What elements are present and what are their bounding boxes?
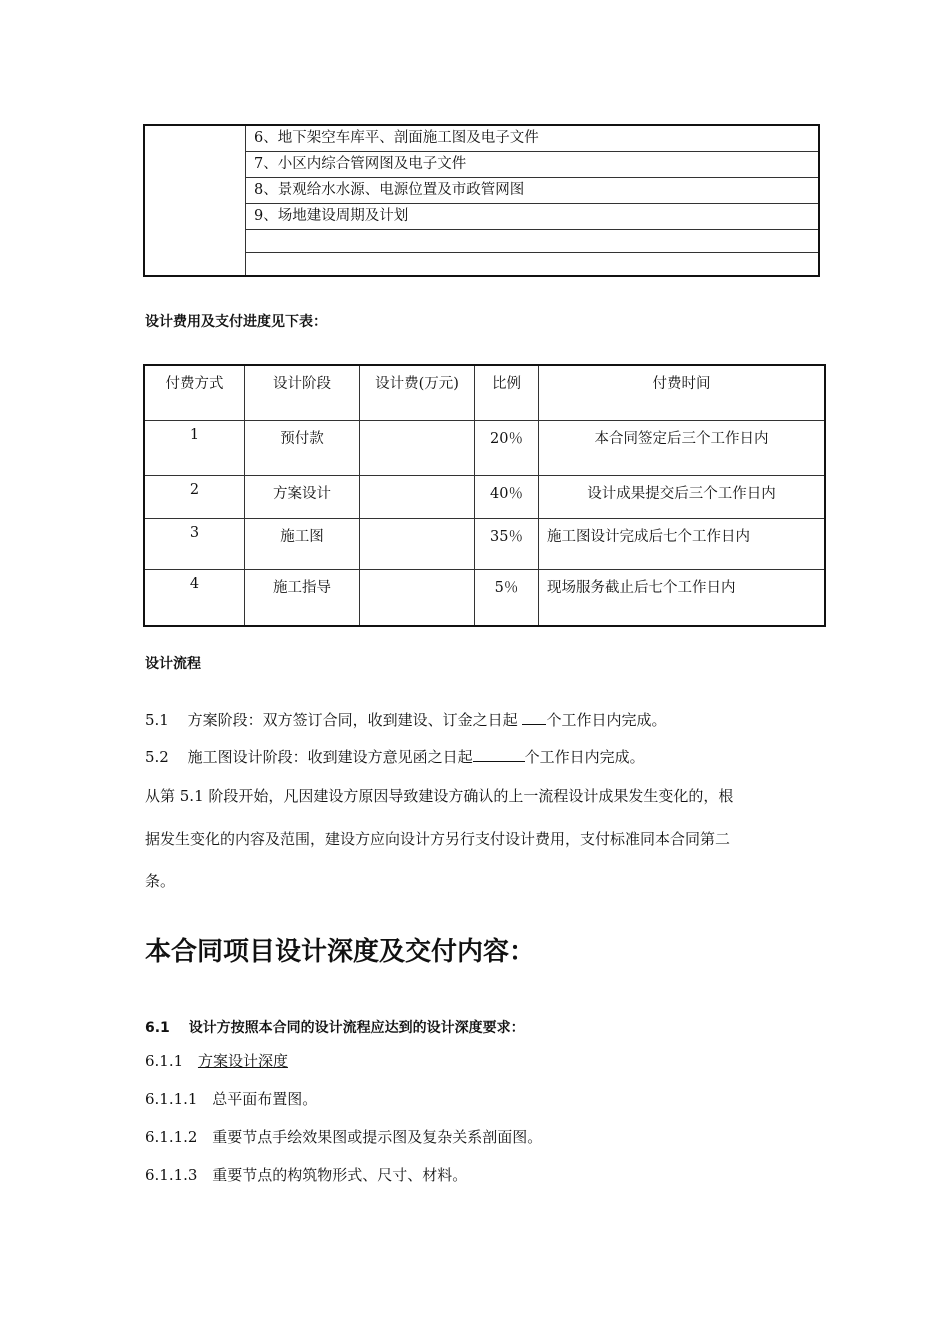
cell-time: 施工图设计完成后七个工作日内 bbox=[539, 518, 826, 569]
fee-heading: 设计费用及支付进度见下表： bbox=[145, 314, 327, 330]
cell-stage: 施工指导 bbox=[245, 569, 360, 626]
clause-number: 6.1.1 bbox=[145, 1052, 184, 1070]
header-design-stage: 设计阶段 bbox=[245, 365, 360, 420]
clause-number: 6.1 bbox=[145, 1020, 170, 1036]
cell-stage: 方案设计 bbox=[245, 475, 360, 518]
header-payment-method: 付费方式 bbox=[144, 365, 245, 420]
table-row bbox=[144, 475, 825, 518]
table-row: 8、景观给水水源、电源位置及市政管网图 bbox=[246, 178, 820, 204]
deliverables-table bbox=[143, 124, 820, 277]
cell-time: 设计成果提交后三个工作日内 bbox=[539, 475, 826, 518]
flow-paragraph-line-1: 从第 5.1 阶段开始，凡因建设方原因导致建设方确认的上一流程设计成果发生变化的，根 bbox=[145, 787, 734, 805]
table-row bbox=[144, 518, 825, 569]
clause-text-tail: 个工作日内完成。 bbox=[546, 711, 667, 729]
flow-paragraph-line-3: 条。 bbox=[145, 872, 176, 890]
cell-no: 3 bbox=[144, 518, 245, 569]
flow-paragraph-line-2: 据发生变化的内容及范围，建设方应向设计方另行支付设计费用，支付标准同本合同第二 bbox=[145, 830, 731, 848]
clause-number: 6.1.1.3 bbox=[145, 1166, 198, 1184]
table-row bbox=[246, 230, 820, 253]
flow-heading: 设计流程 bbox=[145, 656, 201, 672]
fee-table bbox=[143, 364, 826, 627]
cell-stage: 预付款 bbox=[245, 420, 360, 475]
clause-5-2 bbox=[145, 746, 645, 767]
blank-field bbox=[522, 712, 546, 725]
clause-text: 重要节点的构筑物形式、尺寸、材料。 bbox=[212, 1166, 468, 1184]
clause-6-1 bbox=[145, 1017, 525, 1037]
cell-ratio: 40％ bbox=[475, 475, 539, 518]
cell-fee bbox=[360, 518, 475, 569]
table-row bbox=[144, 420, 825, 475]
header-payment-time: 付费时间 bbox=[539, 365, 826, 420]
table-row: 7、小区内综合管网图及电子文件 bbox=[246, 152, 820, 178]
clause-number: 5.1 bbox=[145, 711, 169, 729]
table-row bbox=[246, 253, 820, 277]
clause-text: 施工图设计阶段：收到建设方意见函之日起 bbox=[187, 748, 473, 766]
table-row bbox=[144, 569, 825, 626]
table-left-cell bbox=[144, 125, 246, 276]
clause-6-1-1 bbox=[145, 1050, 288, 1071]
header-ratio: 比例 bbox=[475, 365, 539, 420]
header-design-fee: 设计费(万元) bbox=[360, 365, 475, 420]
clause-text-tail: 个工作日内完成。 bbox=[524, 748, 645, 766]
clause-text: 方案设计深度 bbox=[197, 1052, 288, 1070]
clause-text: 总平面布置图。 bbox=[212, 1090, 318, 1108]
cell-ratio: 5％ bbox=[475, 569, 539, 626]
cell-time: 本合同签定后三个工作日内 bbox=[539, 420, 826, 475]
cell-stage: 施工图 bbox=[245, 518, 360, 569]
clause-number: 6.1.1.2 bbox=[145, 1128, 198, 1146]
cell-no: 1 bbox=[144, 420, 245, 475]
clause-text: 方案阶段：双方签订合同，收到建设、订金之日起 bbox=[187, 711, 518, 729]
table-row: 6、地下架空车库平、剖面施工图及电子文件 bbox=[246, 125, 820, 152]
cell-fee bbox=[360, 475, 475, 518]
clause-6-1-1-3 bbox=[145, 1164, 467, 1185]
clause-text: 重要节点手绘效果图或提示图及复杂关系剖面图。 bbox=[212, 1128, 543, 1146]
blank-field bbox=[473, 749, 525, 762]
table-row: 9、场地建设周期及计划 bbox=[246, 204, 820, 230]
clause-6-1-1-2 bbox=[145, 1126, 542, 1147]
section-heading: 本合同项目设计深度及交付内容： bbox=[145, 937, 536, 967]
clause-6-1-1-1 bbox=[145, 1088, 317, 1109]
cell-no: 4 bbox=[144, 569, 245, 626]
cell-fee bbox=[360, 569, 475, 626]
cell-ratio: 20％ bbox=[475, 420, 539, 475]
clause-text: 设计方按照本合同的设计流程应达到的设计深度要求： bbox=[188, 1020, 525, 1036]
clause-number: 5.2 bbox=[145, 748, 169, 766]
cell-no: 2 bbox=[144, 475, 245, 518]
clause-5-1 bbox=[145, 709, 666, 730]
cell-fee bbox=[360, 420, 475, 475]
cell-ratio: 35％ bbox=[475, 518, 539, 569]
clause-number: 6.1.1.1 bbox=[145, 1090, 198, 1108]
cell-time: 现场服务截止后七个工作日内 bbox=[539, 569, 826, 626]
